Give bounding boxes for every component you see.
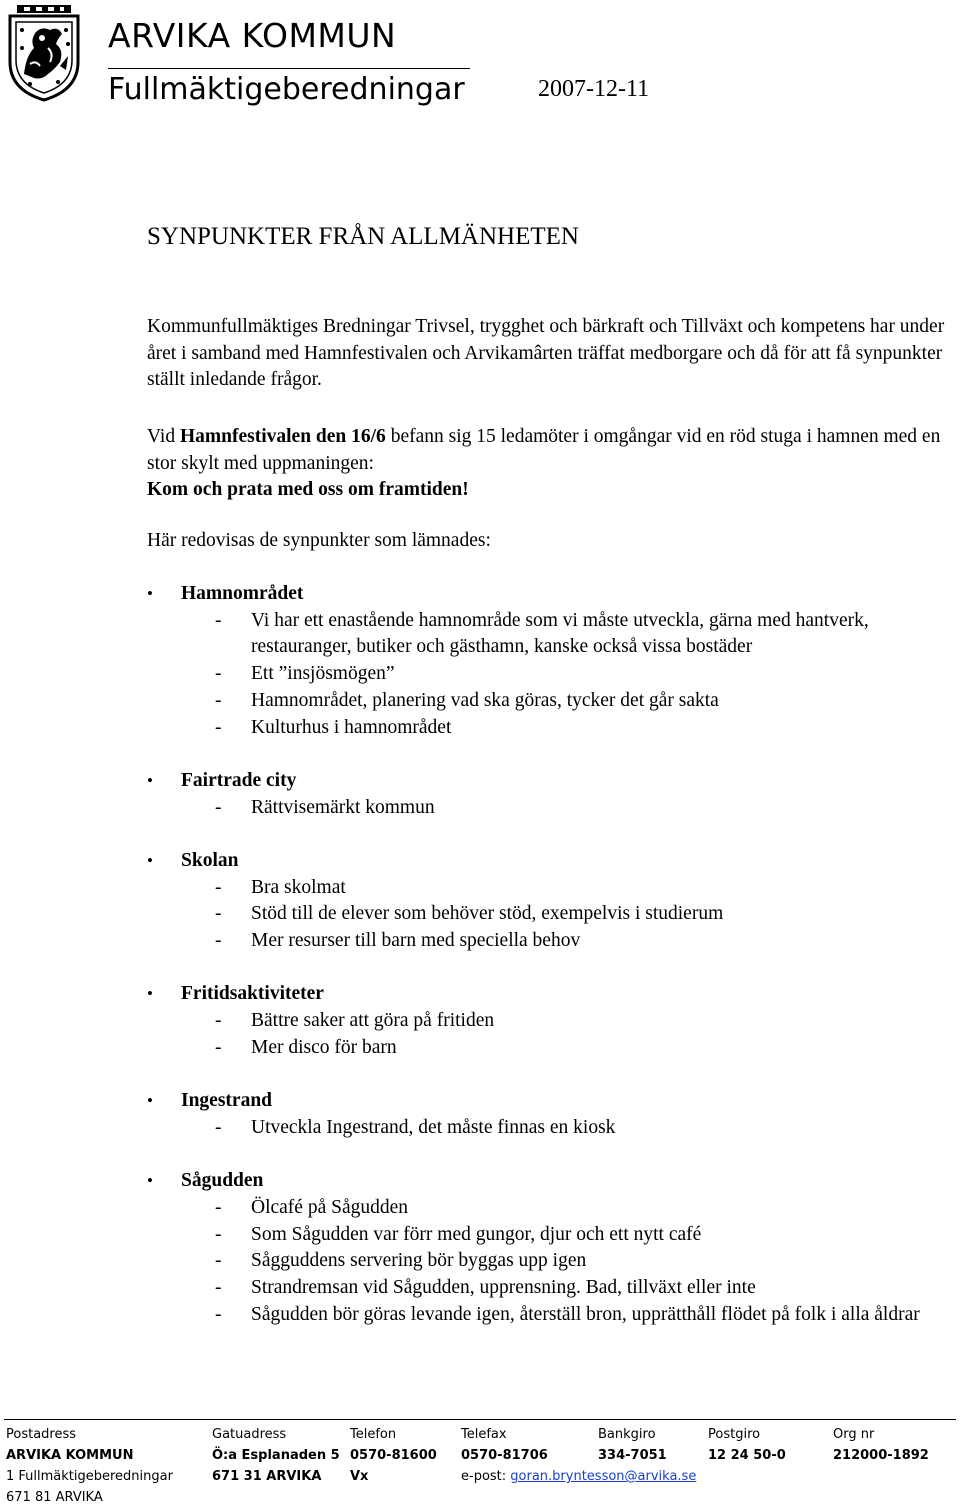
bullet-icon: • [147, 1171, 153, 1191]
footer-gatuadress: Gatuadress Ö:a Esplanaden 5 671 31 ARVIKA [212, 1427, 340, 1484]
list-item [147, 928, 957, 955]
list-item-text: Kulturhus i hamnområdet [251, 716, 452, 738]
list-item-text: Stöd till de elever som behöver stöd, exempelvis i studierum [251, 903, 724, 925]
section-heading [147, 1088, 957, 1115]
bullet-icon: • [147, 770, 153, 790]
bullet-icon: • [147, 850, 153, 870]
intro-paragraph: Kommunfullmäktiges Bredningar Trivsel, trygghet och bärkraft och Tillväxt och kompetens har under året i samband med Hamnfestivalen och Arvikamârten träffat medborgare och då för att få synpunkter ställt inledande frågor. [147, 316, 945, 391]
dash-marker: - [215, 876, 222, 898]
footer-email: e-post: goran.bryntesson@arvika.se [461, 1469, 697, 1484]
footer-telefax: Telefax 0570-81706 e-post: goran.bryntesson@arvika.se [461, 1424, 696, 1487]
list-item-text: Hamnområdet, planering vad ska göras, tycker det går sakta [251, 689, 719, 711]
list-item-text: Sågguddens servering bör byggas upp igen [251, 1250, 587, 1272]
list-item [147, 795, 957, 822]
list-item-text: Mer resurser till barn med speciella behov [251, 930, 581, 952]
list-item [147, 608, 957, 661]
list-item [147, 901, 957, 928]
list-item [147, 715, 957, 742]
dash-marker: - [215, 1277, 222, 1299]
list-item [147, 1195, 957, 1222]
festival-name: Hamnfestivalen den 16/6 [179, 426, 386, 447]
section-heading [147, 981, 957, 1008]
list-item [147, 1248, 957, 1275]
dash-marker: - [215, 1223, 222, 1245]
section-title: Hamnområdet [181, 583, 304, 604]
festival-slogan: Kom och prata med oss om framtiden! [147, 479, 469, 501]
dash-marker: - [215, 689, 222, 711]
bullet-icon: • [147, 984, 153, 1004]
list-item-text: Mer disco för barn [251, 1036, 397, 1058]
section-title: Skolan [181, 849, 239, 871]
list-item [147, 661, 957, 688]
section-heading [147, 768, 957, 795]
municipal-coat-of-arms-logo [4, 4, 84, 102]
summary-intro: Här redovisas de synpunkter som lämnades: [147, 530, 491, 551]
section-title: Sågudden [181, 1170, 264, 1192]
email-link[interactable]: goran.bryntesson@arvika.se [510, 1469, 697, 1484]
list-item-text: Ett ”insjösmögen” [251, 663, 395, 685]
festival-text-post: befann sig 15 ledamöter i omgångar vid en röd stuga i hamnen med en stor skylt med uppmaningen: [147, 426, 941, 474]
feedback-section [147, 848, 957, 955]
list-item [147, 875, 957, 902]
list-item [147, 1222, 957, 1249]
feedback-section [147, 981, 957, 1061]
footer [0, 1424, 960, 1505]
list-item-text: Ölcafé på Sågudden [251, 1197, 409, 1218]
section-title: Fritidsaktiviteter [181, 983, 324, 1005]
feedback-section [147, 1088, 957, 1141]
footer-bankgiro: Bankgiro 334-7051 [598, 1427, 667, 1463]
dash-marker: - [215, 1036, 222, 1058]
bullet-icon: • [147, 584, 153, 603]
dash-marker: - [215, 1197, 222, 1218]
dash-marker: - [215, 930, 222, 952]
list-item-text: Vi har ett enastående hamnområde som vi måste utveckla, gärna med hantverk, restauranger, butiker och gästhamn, kanske också vissa bostäder [251, 609, 869, 658]
dash-marker: - [215, 1303, 222, 1325]
feedback-section [147, 768, 957, 821]
dash-marker: - [215, 796, 222, 818]
department-name: Fullmäktigeberedningar [108, 72, 465, 107]
list-item-text: Bättre saker att göra på fritiden [251, 1010, 495, 1032]
list-item [147, 1275, 957, 1302]
dash-marker: - [215, 716, 222, 738]
dash-marker: - [215, 1250, 222, 1272]
section-heading [147, 581, 957, 608]
footer-postadress: Postadress ARVIKA KOMMUN 1 Fullmäktigeberedningar 671 81 ARVIKA [6, 1427, 173, 1505]
list-item-text: Strandremsan vid Sågudden, upprensning. Bad, tillväxt eller inte [251, 1277, 756, 1299]
feedback-section [147, 1168, 957, 1328]
document-title: SYNPUNKTER FRÅN ALLMÄNHETEN [147, 223, 579, 250]
dash-marker: - [215, 1116, 222, 1138]
footer-orgnr: Org nr 212000-1892 [833, 1427, 929, 1463]
section-title: Ingestrand [181, 1090, 273, 1112]
list-item-text: Utveckla Ingestrand, det måste finnas en kiosk [251, 1116, 616, 1138]
footer-telefon: Telefon 0570-81600 Vx [350, 1427, 437, 1484]
dash-marker: - [215, 903, 222, 925]
list-item-text: Rättvisemärkt kommun [251, 796, 435, 818]
list-item-text: Som Sågudden var förr med gungor, djur och ett nytt café [251, 1223, 702, 1245]
section-heading [147, 1168, 957, 1195]
list-item [147, 1008, 957, 1035]
list-item-text: Sågudden bör göras levande igen, återställ bron, upprätthåll flödet på folk i alla åldrar [251, 1303, 920, 1325]
dash-marker: - [215, 663, 222, 685]
festival-text-pre: Vid [147, 426, 180, 447]
organization-name: ARVIKA KOMMUN [108, 16, 397, 55]
feedback-section [147, 581, 957, 741]
header-divider [108, 68, 470, 69]
document-date: 2007-12-11 [538, 76, 650, 102]
dash-marker: - [215, 1010, 222, 1032]
festival-paragraph [147, 424, 947, 504]
footer-postgiro: Postgiro 12 24 50-0 [708, 1427, 786, 1463]
list-item [147, 1035, 957, 1062]
list-item [147, 1302, 957, 1329]
section-title: Fairtrade city [181, 769, 297, 791]
dash-marker: - [215, 609, 222, 631]
bullet-icon: • [147, 1091, 153, 1111]
list-item [147, 1115, 957, 1142]
list-item [147, 688, 957, 715]
section-heading [147, 848, 957, 875]
list-item-text: Bra skolmat [251, 876, 346, 898]
feedback-sections [147, 581, 957, 1355]
footer-divider [4, 1419, 956, 1420]
